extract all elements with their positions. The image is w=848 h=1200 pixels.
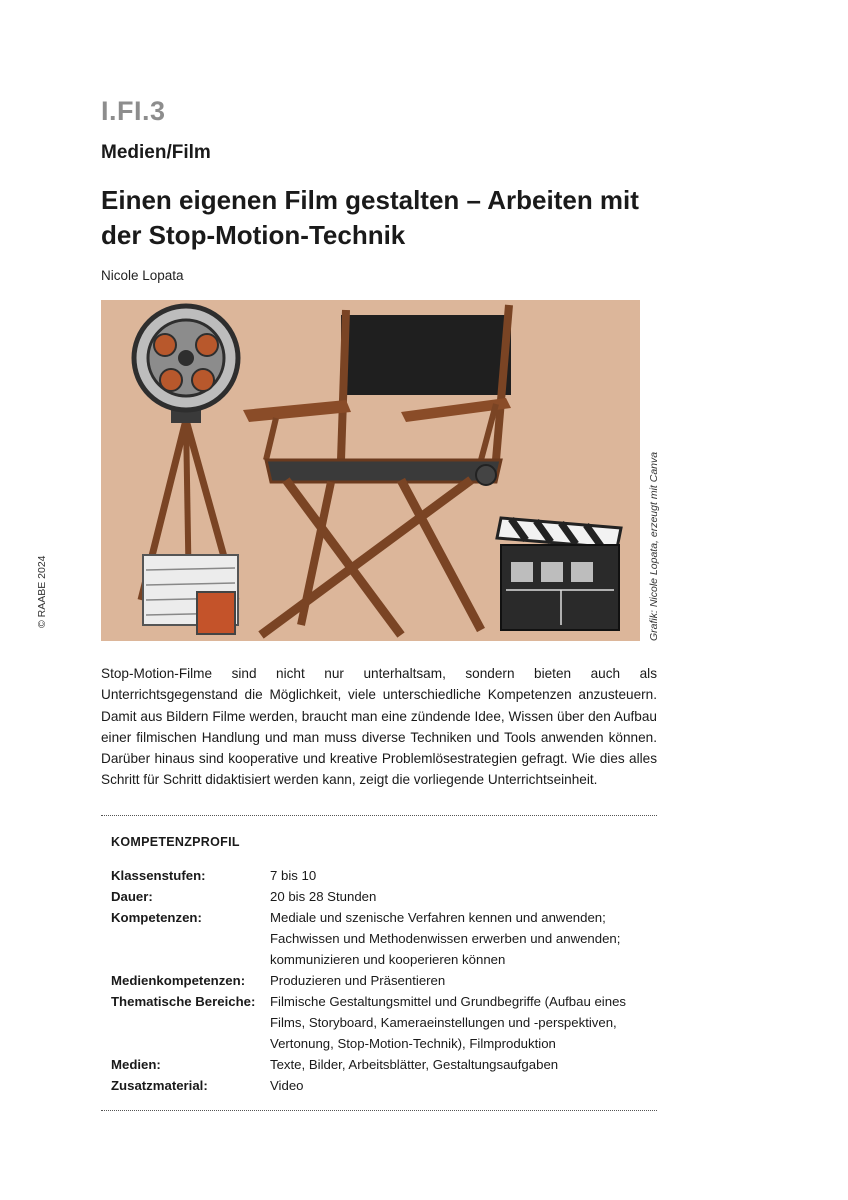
profile-row-extra-material	[111, 1075, 651, 1096]
profile-heading: KOMPETENZPROFIL	[111, 835, 240, 849]
clapperboard-icon	[497, 518, 621, 630]
image-credit: Grafik: Nicole Lopata, erzeugt mit Canva	[648, 451, 660, 641]
profile-value: Texte, Bilder, Arbeitsblätter, Gestaltungsaufgaben	[270, 1057, 559, 1072]
profile-label: Kompetenzen:	[111, 910, 202, 925]
profile-value: Filmische Gestaltungsmittel und Grundbegriffe (Aufbau eines Films, Storyboard, Kameraeinstellungen und -perspektiven, Vertonung, Stop-Motion-Technik), Filmproduktion	[270, 994, 627, 1051]
cover-illustration	[101, 300, 640, 641]
paper-stack-icon	[143, 555, 238, 634]
profile-value: Video	[270, 1078, 304, 1093]
profile-label: Medien:	[111, 1057, 161, 1072]
profile-value: Mediale und szenische Verfahren kennen und anwenden; Fachwissen und Methodenwissen erwerben und anwenden; kommunizieren und kooperieren können	[270, 910, 621, 967]
page-title: Einen eigenen Film gestalten – Arbeiten mit der Stop-Motion-Technik	[101, 185, 639, 250]
profile-row-classes	[111, 865, 651, 886]
profile-value: 7 bis 10	[270, 868, 317, 883]
profile-label: Thematische Bereiche:	[111, 994, 256, 1009]
author-name: Nicole Lopata	[101, 268, 184, 283]
divider-top	[101, 815, 657, 816]
profile-label: Dauer:	[111, 889, 153, 904]
intro-paragraph: Stop-Motion-Filme sind nicht nur unterhaltsam, sondern bieten auch als Unterrichtsgegenstand die Möglichkeit, viele unterschiedliche Kompetenzen anzusteuern. Damit aus Bildern Filme werden, braucht man eine zündende Idee, Wissen über den Aufbau einer filmischen Handlung und man muss diverse Techniken und Tools anwenden können. Darüber hinaus sind kooperative und kreative Problemlösestrategien gefragt. Wie dies alles Schritt für Schritt didaktisiert werden kann, zeigt die vorliegende Unterrichtseinheit.	[101, 666, 657, 788]
competence-profile	[111, 865, 651, 1096]
category-label: Medien/Film	[101, 142, 211, 163]
profile-value: 20 bis 28 Stunden	[270, 889, 377, 904]
profile-row-media-competences	[111, 970, 651, 991]
copyright-note: © RAABE 2024	[36, 555, 48, 628]
profile-row-media	[111, 1054, 651, 1075]
profile-row-duration	[111, 886, 651, 907]
profile-row-topics	[111, 991, 651, 1054]
unit-code: I.FI.3	[101, 96, 166, 126]
profile-value: Produzieren und Präsentieren	[270, 973, 446, 988]
profile-label: Medienkompetenzen:	[111, 973, 246, 988]
profile-label: Klassenstufen:	[111, 868, 206, 883]
divider-bottom	[101, 1110, 657, 1111]
profile-row-competences	[111, 907, 651, 970]
profile-label: Zusatzmaterial:	[111, 1078, 208, 1093]
